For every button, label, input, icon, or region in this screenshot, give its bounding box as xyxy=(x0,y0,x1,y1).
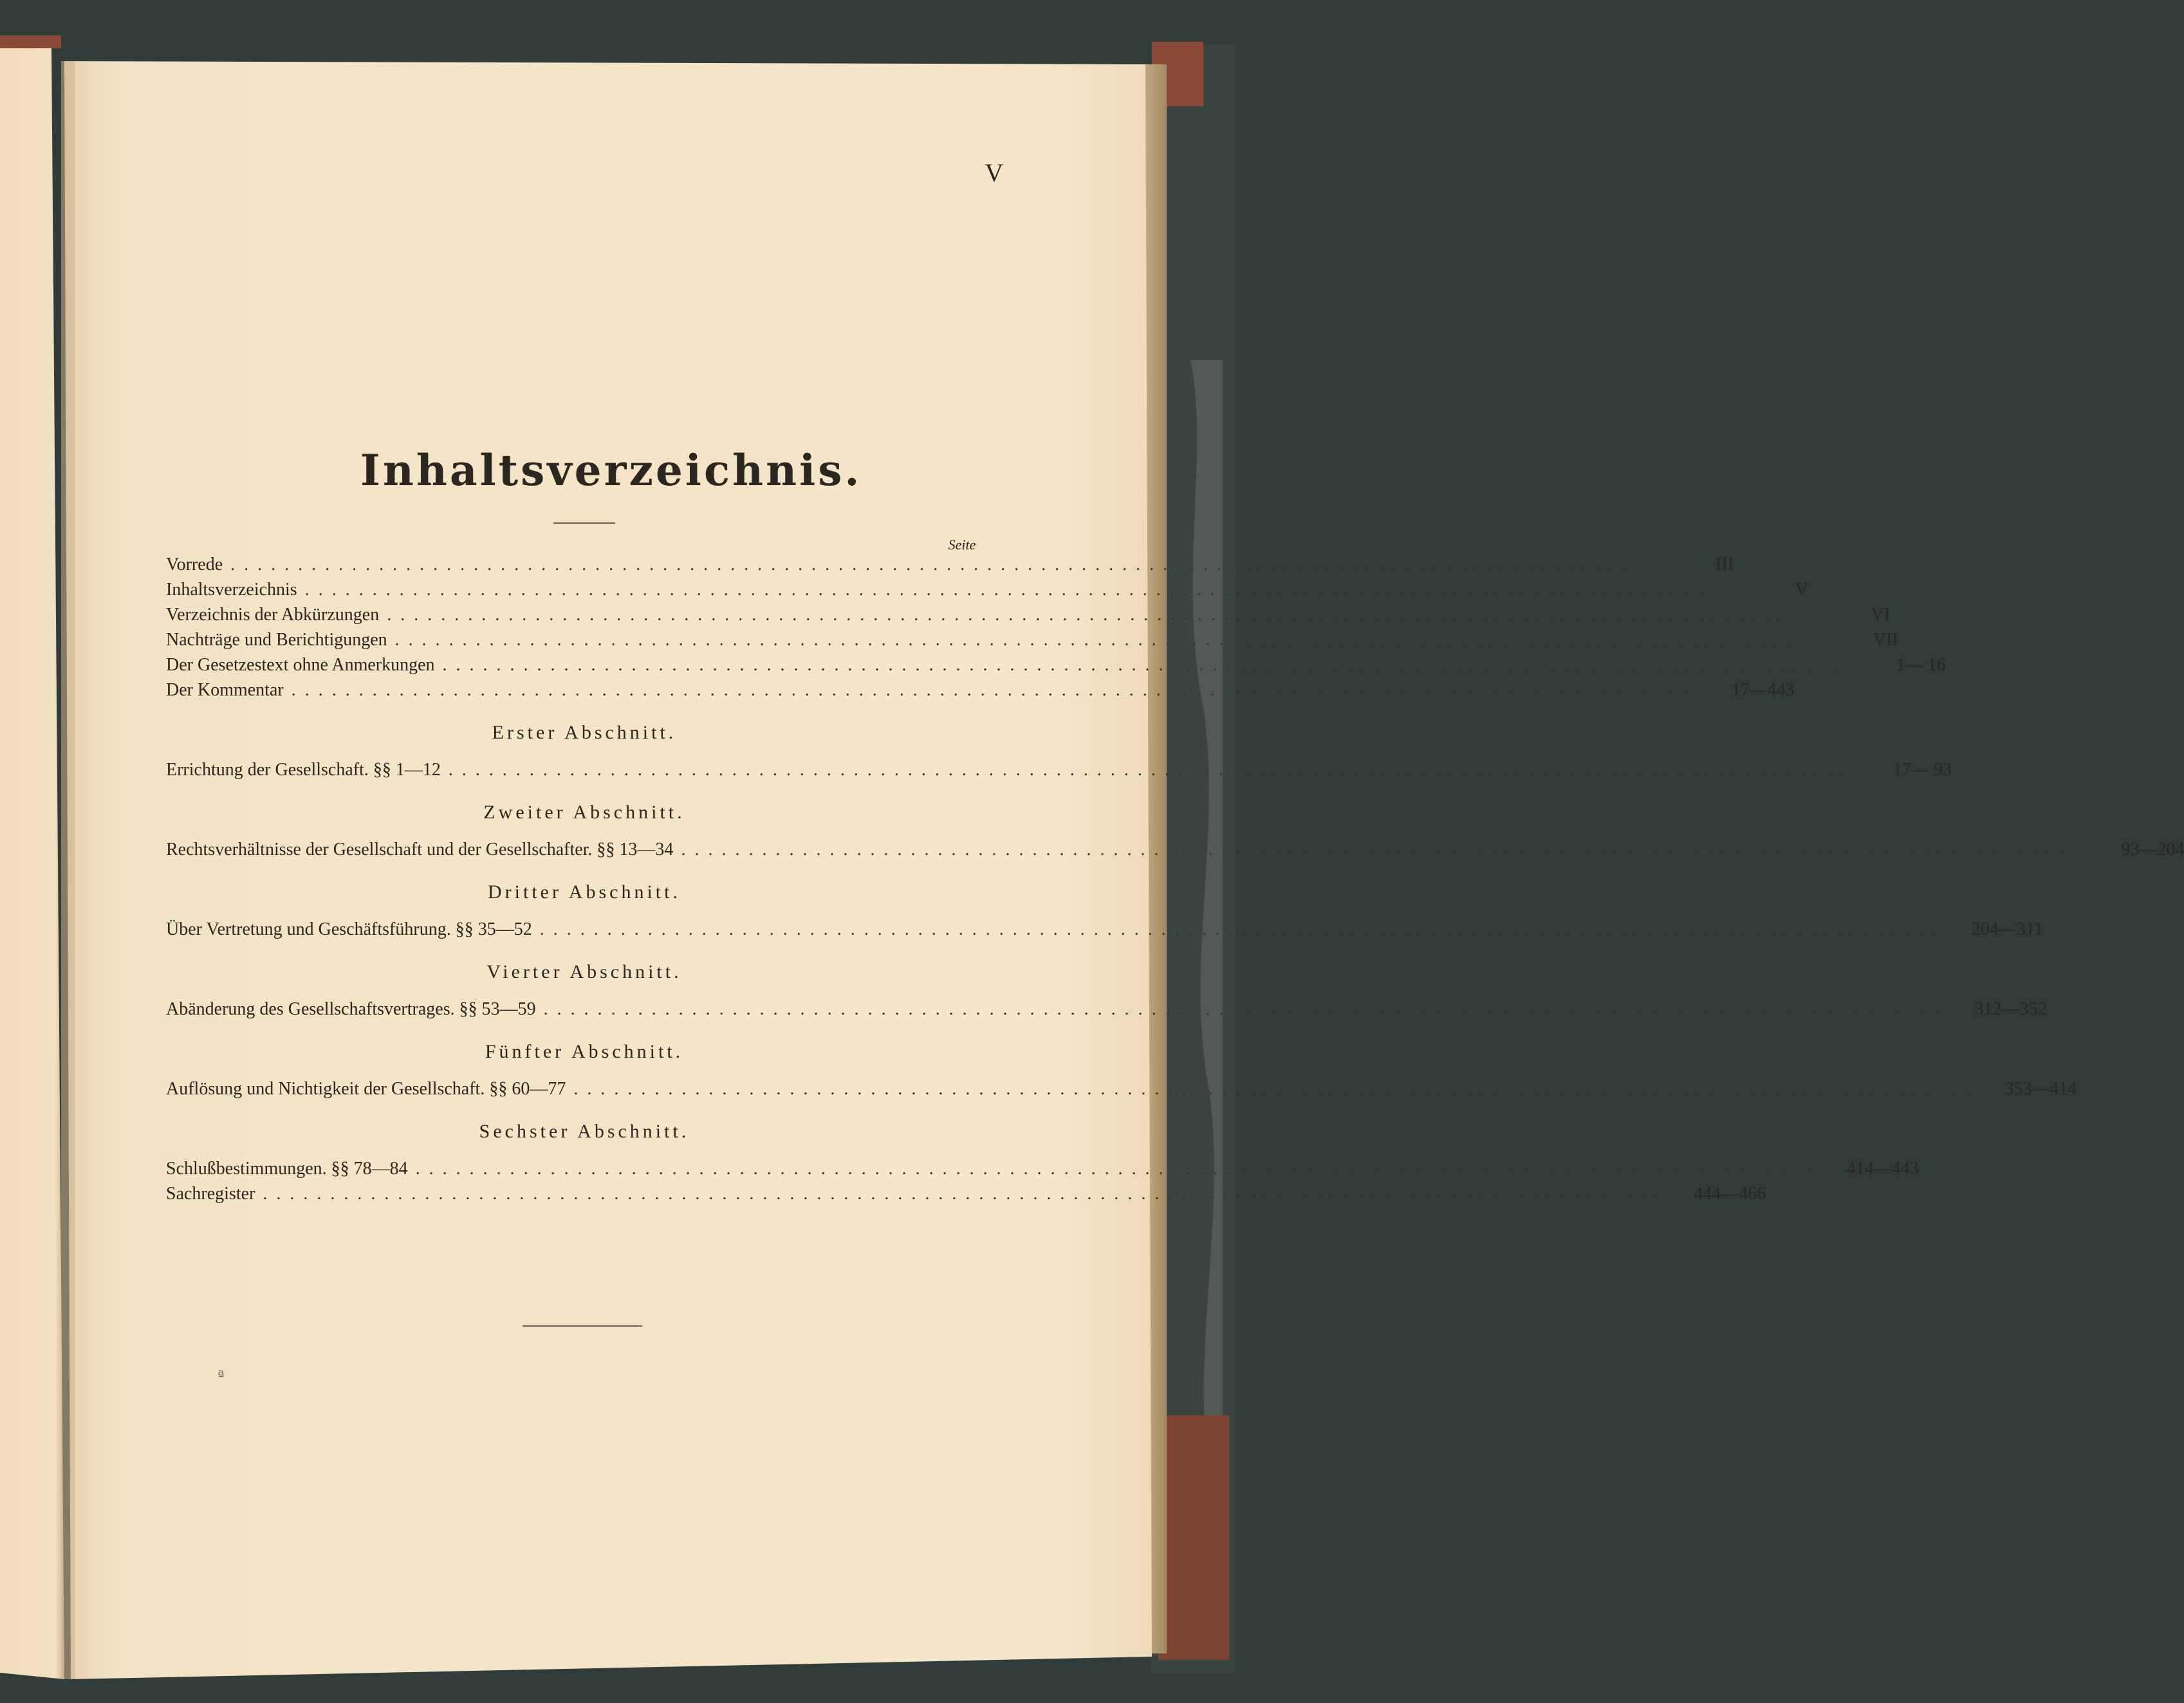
page-number: V xyxy=(985,158,1004,187)
leader-dots: ........................................................................................................ xyxy=(573,1079,1979,1099)
page-column-label: Seite xyxy=(948,537,976,553)
toc-entry-label: Der Kommentar xyxy=(166,680,284,700)
toc-entry-section-4 xyxy=(166,999,2047,1024)
toc-entry-pages: VII xyxy=(1873,630,1898,650)
toc-entry-sachregister xyxy=(166,1184,1766,1208)
toc-entry-label: Über Vertretung und Geschäftsführung. §§ 35—52 xyxy=(166,919,532,939)
leader-dots: ........................................................................................................ xyxy=(230,555,1636,575)
toc-entry-section-3 xyxy=(166,919,2043,944)
toc-entry-section-6 xyxy=(166,1159,1919,1183)
closing-divider xyxy=(523,1325,642,1327)
toc-entry-label: Auflösung und Nichtigkeit der Gesellschaft. §§ 60—77 xyxy=(166,1079,566,1099)
leader-dots: ........................................................................................................ xyxy=(415,1159,1821,1179)
section-heading: Vierter Abschnitt. xyxy=(486,961,682,982)
page-title: Inhaltsverzeichnis. xyxy=(360,445,862,495)
toc-entry-abkuerzungen xyxy=(166,605,1891,629)
toc-entry-pages: 17— 93 xyxy=(1892,760,1952,780)
leader-dots: ........................................................................................................ xyxy=(387,605,1793,625)
toc-entry-label: Vorrede xyxy=(166,555,223,575)
leader-dots: ........................................................................................................ xyxy=(539,919,1945,939)
toc-entry-label: Der Gesetzestext ohne Anmerkungen xyxy=(166,655,435,675)
leader-dots: ........................................................................................................ xyxy=(304,580,1710,600)
toc-entry-vorrede xyxy=(166,555,1734,579)
toc-entry-label: Inhaltsverzeichnis xyxy=(166,580,297,600)
toc-entry-pages: 414—443 xyxy=(1846,1159,1919,1179)
leader-dots: ........................................................................................................ xyxy=(291,680,1697,700)
toc-entry-pages: III xyxy=(1716,555,1734,575)
toc-entry-pages: 93—204 xyxy=(2121,840,2184,860)
section-heading: Dritter Abschnitt. xyxy=(488,881,681,903)
toc-entry-pages: VI xyxy=(1871,605,1891,625)
section-heading: Erster Abschnitt. xyxy=(492,722,677,743)
toc-entry-label: Verzeichnis der Abkürzungen xyxy=(166,605,380,625)
toc-entry-pages: 353—414 xyxy=(2004,1079,2077,1099)
toc-entry-pages: 17—443 xyxy=(1731,680,1795,700)
title-divider xyxy=(553,522,615,524)
toc-entry-label: Rechtsverhältnisse der Gesellschaft und der Gesellschafter. §§ 13—34 xyxy=(166,840,674,860)
toc-entry-section-5 xyxy=(166,1079,2077,1103)
toc-entry-label: Abänderung des Gesellschaftsvertrages. §§ 53—59 xyxy=(166,999,536,1019)
toc-entry-label: Sachregister xyxy=(166,1184,255,1204)
toc-entry-pages: 204—311 xyxy=(1971,919,2043,939)
toc-entry-section-1 xyxy=(166,760,1952,784)
leader-dots: ........................................................................................................ xyxy=(442,655,1848,675)
section-heading: Fünfter Abschnitt. xyxy=(485,1041,684,1062)
toc-entry-pages: 312—352 xyxy=(1974,999,2047,1019)
section-heading: Zweiter Abschnitt. xyxy=(483,802,685,823)
leader-dots: ........................................................................................................ xyxy=(263,1184,1669,1204)
toc-entry-label: Nachträge und Berichtigungen xyxy=(166,630,387,650)
pencil-mark: ª xyxy=(217,1368,225,1385)
section-heading: Sechster Abschnitt. xyxy=(479,1121,690,1142)
toc-entry-section-2 xyxy=(166,840,2184,864)
toc-entry-label: Schlußbestimmungen. §§ 78—84 xyxy=(166,1159,408,1179)
toc-entry-label: Errichtung der Gesellschaft. §§ 1—12 xyxy=(166,760,441,780)
leader-dots: ........................................................................................................ xyxy=(681,840,2087,860)
toc-entry-gesetzestext xyxy=(166,655,1946,679)
toc-entry-kommentar xyxy=(166,680,1795,704)
leader-dots: ........................................................................................................ xyxy=(448,760,1854,780)
toc-entry-inhaltsverzeichnis xyxy=(166,580,1808,604)
toc-entry-pages: 444—466 xyxy=(1694,1184,1766,1204)
leader-dots: ........................................................................................................ xyxy=(543,999,1949,1019)
toc-entry-pages: 1— 16 xyxy=(1896,655,1946,675)
leader-dots: ........................................................................................................ xyxy=(394,630,1800,650)
toc-entry-pages: V xyxy=(1795,580,1808,600)
toc-entry-nachtraege xyxy=(166,630,1898,654)
